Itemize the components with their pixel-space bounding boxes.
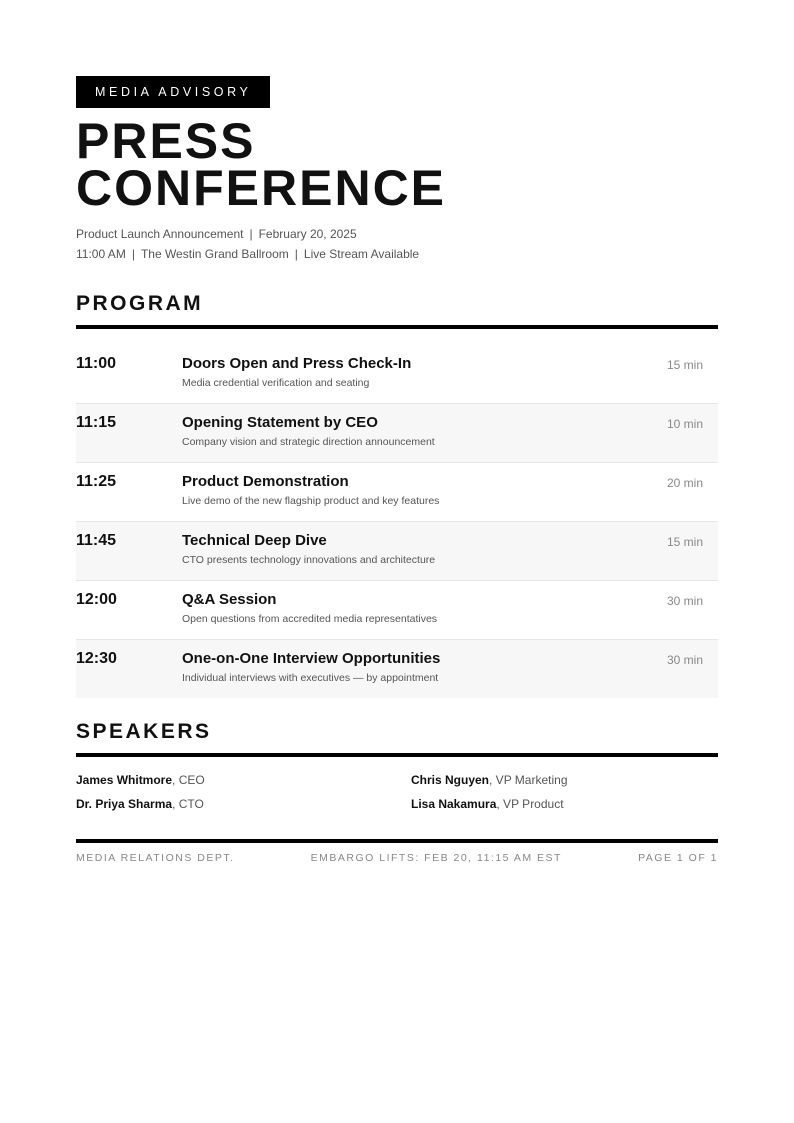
item-title: Product Demonstration bbox=[182, 473, 349, 490]
item-description: Media credential verification and seating bbox=[182, 377, 370, 389]
item-duration: 20 min bbox=[666, 476, 703, 490]
item-title: One-on-One Interview Opportunities bbox=[182, 650, 441, 667]
item-time: 11:15 bbox=[76, 414, 117, 431]
media-advisory-badge: MEDIA ADVISORY bbox=[76, 76, 270, 108]
item-description: CTO presents technology innovations and architecture bbox=[182, 554, 436, 566]
event-date: February 20, 2025 bbox=[258, 227, 357, 241]
schedule-row bbox=[76, 345, 718, 404]
separator: | bbox=[294, 247, 298, 261]
item-duration: 15 min bbox=[666, 358, 703, 372]
title-line-2: CONFERENCE bbox=[76, 160, 447, 216]
schedule-row bbox=[76, 463, 718, 522]
separator: | bbox=[131, 247, 135, 261]
item-description: Company vision and strategic direction announcement bbox=[182, 436, 435, 448]
item-title: Q&A Session bbox=[182, 591, 277, 608]
speaker-entry bbox=[411, 797, 718, 811]
page-footer bbox=[76, 852, 718, 864]
item-duration: 30 min bbox=[666, 594, 703, 608]
program-schedule bbox=[76, 345, 718, 698]
item-description: Open questions from accredited media representatives bbox=[182, 613, 438, 625]
schedule-row bbox=[76, 640, 718, 698]
item-time: 12:30 bbox=[76, 650, 117, 667]
program-divider bbox=[76, 325, 718, 329]
speaker-name: Dr. Priya Sharma bbox=[76, 797, 173, 811]
footer-department: MEDIA RELATIONS DEPT. bbox=[76, 852, 235, 864]
event-stream: Live Stream Available bbox=[303, 247, 420, 261]
item-description: Live demo of the new flagship product and key features bbox=[182, 495, 440, 507]
speakers-heading: SPEAKERS bbox=[76, 720, 212, 743]
item-title: Technical Deep Dive bbox=[182, 532, 327, 549]
event-meta bbox=[76, 224, 718, 264]
item-title: Opening Statement by CEO bbox=[182, 414, 378, 431]
item-duration: 10 min bbox=[666, 417, 703, 431]
speakers-divider bbox=[76, 753, 718, 757]
speaker-role: , VP Product bbox=[496, 797, 564, 811]
schedule-row bbox=[76, 581, 718, 640]
item-title: Doors Open and Press Check-In bbox=[182, 355, 412, 372]
page-title bbox=[76, 113, 718, 216]
item-time: 11:45 bbox=[76, 532, 117, 549]
speaker-entry bbox=[411, 773, 718, 787]
item-time: 11:25 bbox=[76, 473, 117, 490]
footer-divider bbox=[76, 839, 718, 843]
item-time: 11:00 bbox=[76, 355, 117, 372]
program-heading: PROGRAM bbox=[76, 292, 204, 315]
speaker-role: , CTO bbox=[172, 797, 204, 811]
item-duration: 30 min bbox=[666, 653, 703, 667]
speaker-entry bbox=[76, 773, 411, 787]
schedule-row bbox=[76, 522, 718, 581]
speaker-name: Lisa Nakamura bbox=[411, 797, 497, 811]
speaker-entry bbox=[76, 797, 411, 811]
item-time: 12:00 bbox=[76, 591, 117, 608]
speaker-name: James Whitmore bbox=[76, 773, 173, 787]
footer-page-number: PAGE 1 OF 1 bbox=[638, 852, 718, 864]
event-venue: The Westin Grand Ballroom bbox=[140, 247, 289, 261]
press-advisory-page bbox=[76, 76, 718, 864]
footer-embargo: EMBARGO LIFTS: FEB 20, 11:15 AM EST bbox=[310, 852, 562, 864]
title-line-1: PRESS bbox=[76, 113, 256, 169]
schedule-row bbox=[76, 404, 718, 463]
event-time: 11:00 AM bbox=[76, 247, 126, 261]
speaker-role: , VP Marketing bbox=[489, 773, 568, 787]
speakers-list bbox=[76, 773, 718, 811]
item-duration: 15 min bbox=[666, 535, 703, 549]
meta-line-2 bbox=[76, 244, 718, 264]
meta-line-1 bbox=[76, 224, 718, 244]
separator: | bbox=[249, 227, 253, 241]
item-description: Individual interviews with executives — by appointment bbox=[182, 672, 439, 684]
event-type: Product Launch Announcement bbox=[76, 227, 244, 241]
speaker-role: , CEO bbox=[172, 773, 205, 787]
speaker-name: Chris Nguyen bbox=[411, 773, 490, 787]
